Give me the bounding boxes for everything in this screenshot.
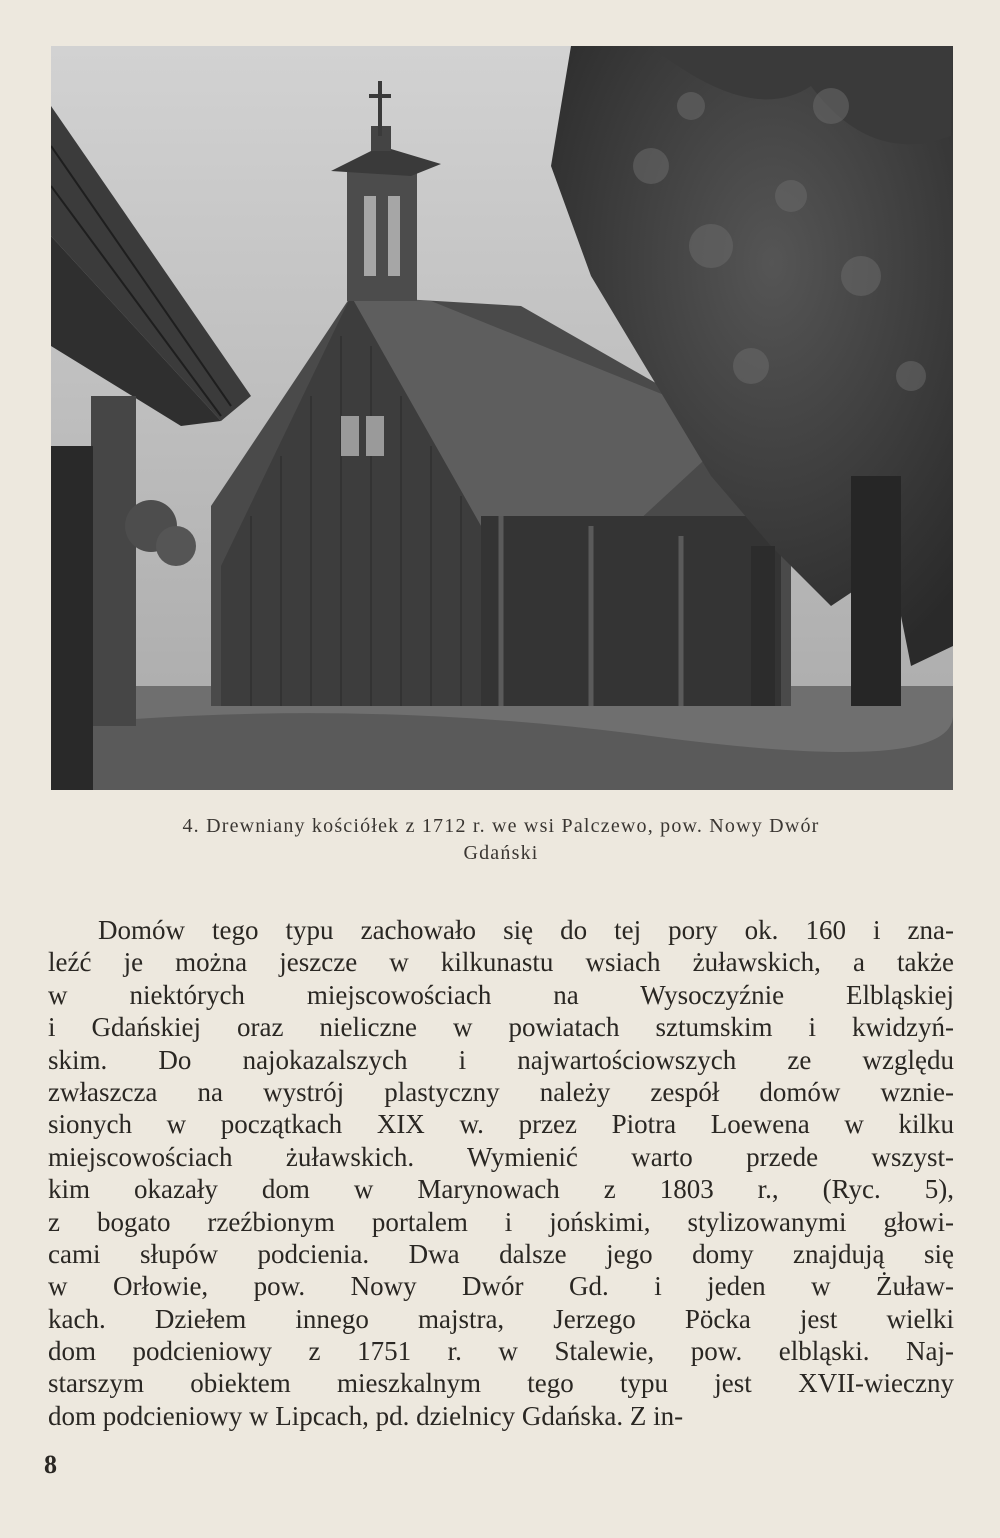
text-line: skim. Do najokazalszych i najwartościowszych ze względu — [48, 1044, 954, 1075]
text-line: w Orłowie, pow. Nowy Dwór Gd. i jeden w Żuław- — [48, 1271, 954, 1302]
text-line: leźć je można jeszcze w kilkunastu wsiach żuławskich, a także — [48, 947, 954, 978]
church-photograph — [51, 46, 953, 790]
text-line: cami słupów podcienia. Dwa dalsze jego domy znajdują się — [48, 1238, 954, 1269]
text-line: sionych w początkach XIX w. przez Piotra Loewena w kilku — [48, 1109, 954, 1140]
body-paragraph — [48, 914, 954, 1432]
text-line: kach. Dziełem innego majstra, Jerzego Pöcka jest wielki — [48, 1303, 954, 1334]
text-line: w niektórych miejscowościach na Wysoczyźnie Elbląskiej — [48, 979, 954, 1010]
text-line: dom podcieniowy w Lipcach, pd. dzielnicy Gdańska. Z in- — [48, 1400, 684, 1431]
text-line: starszym obiektem mieszkalnym tego typu jest XVII-wieczny — [48, 1368, 954, 1399]
text-line: kim okazały dom w Marynowach z 1803 r., (Ryc. 5), — [48, 1174, 954, 1205]
text-line: miejscowościach żuławskich. Wymienić warto przede wszyst- — [48, 1141, 954, 1172]
text-line: dom podcieniowy z 1751 r. w Stalewie, pow. elbląski. Naj- — [48, 1336, 954, 1367]
caption-line-1: 4. Drewniany kościółek z 1712 r. we wsi Palczewo, pow. Nowy Dwór — [182, 815, 820, 837]
text-line: i Gdańskiej oraz nieliczne w powiatach sztumskim i kwidzyń- — [48, 1012, 954, 1043]
page-number: 8 — [44, 1450, 57, 1479]
text-line: Domów tego typu zachowało się do tej pory ok. 160 i zna- — [98, 915, 954, 945]
figure-caption — [40, 813, 962, 867]
caption-line-2: Gdański — [463, 842, 539, 864]
text-line: zwłaszcza na wystrój plastyczny należy zespół domów wznie- — [48, 1076, 954, 1107]
text-line: z bogato rzeźbionym portalem i jońskimi, stylizowanymi głowi- — [48, 1206, 954, 1237]
